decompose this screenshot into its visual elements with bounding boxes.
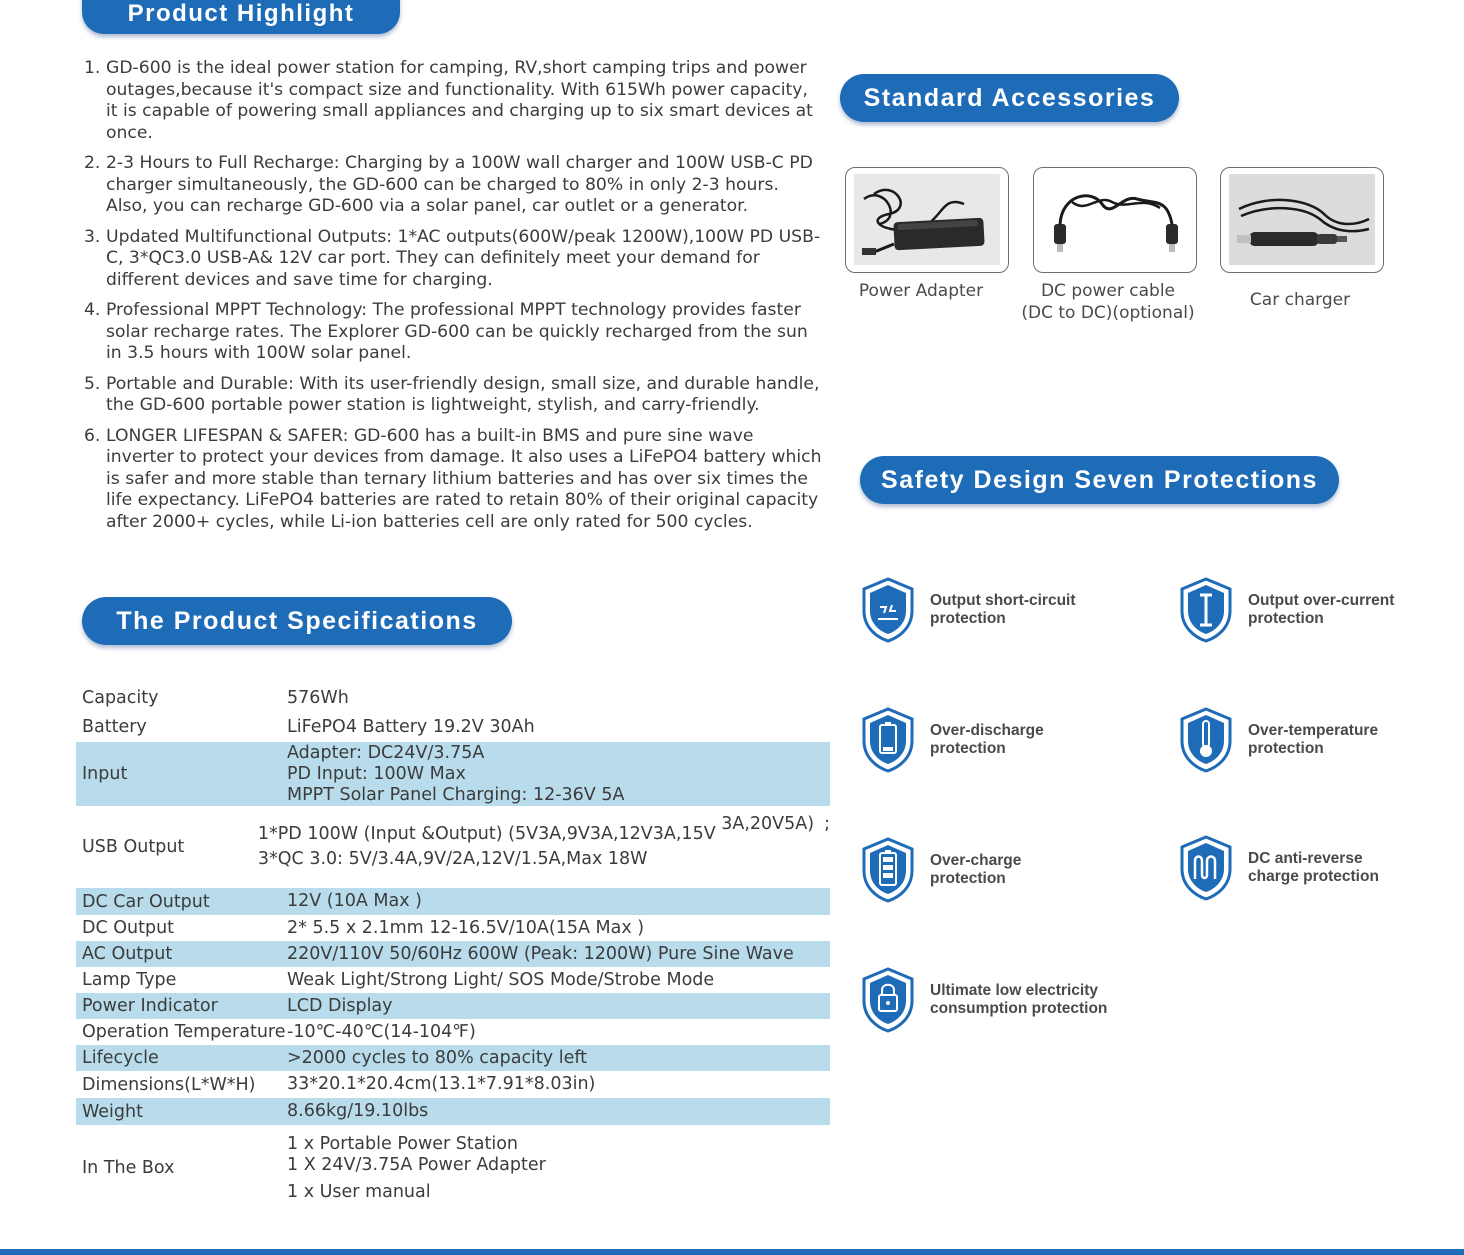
spec-value: 1 x Portable Power Station [287, 1133, 519, 1154]
highlight-item-4 [84, 300, 824, 365]
spec-label: Operation Temperature [82, 1022, 286, 1042]
spec-row-dc-car-output [76, 888, 830, 915]
spec-label: Weight [82, 1101, 143, 1122]
protection-title: Over-charge [930, 852, 1022, 869]
highlight-item-3 [84, 227, 824, 292]
dc-anti-reverse-shield-icon [1178, 835, 1234, 901]
highlight-text: GD-600 is the ideal power station for camping, RV,short camping trips and power outages,because it's compact size and functionality. With 615Wh power capacity, it is capable of powering small appliances and charging up to six smart devices at once. [106, 58, 813, 143]
protection-dc-anti-reverse [1178, 835, 1448, 901]
car-charger-card [1220, 167, 1384, 273]
highlight-number: 5. [84, 373, 101, 394]
over-discharge-shield-icon [860, 707, 916, 773]
over-current-shield-icon [1178, 577, 1234, 643]
spec-row-battery [76, 712, 830, 742]
bottom-accent-bar [0, 1249, 1464, 1255]
spec-value: 1*PD 100W (Input &Output) (5V3A,9V3A,12V3A,15V [257, 824, 716, 844]
protection-subtitle: protection [930, 740, 1006, 757]
protection-title: Over-discharge [930, 722, 1044, 739]
spec-value: 1 x User manual [287, 1181, 431, 1202]
protection-title: Over-temperature [1248, 722, 1379, 739]
spec-value: 576Wh [287, 687, 349, 708]
low-consumption-shield-icon [860, 967, 916, 1033]
power-adapter-label: Power Adapter [858, 281, 984, 301]
spec-value: 8.66kg/19.10lbs [287, 1101, 429, 1121]
power-adapter-image [854, 174, 1000, 265]
car-charger-label: Car charger [1249, 290, 1351, 310]
protection-over-discharge [860, 707, 1130, 773]
over-temperature-shield-icon [1178, 707, 1234, 773]
specifications-title: The Product Specifications [116, 606, 478, 635]
dc-power-cable-caption [1018, 280, 1198, 324]
spec-label: Power Indicator [82, 996, 218, 1016]
highlight-number: 1. [84, 58, 101, 78]
spec-value: PD Input: 100W Max [287, 763, 466, 784]
car-charger-image [1229, 174, 1375, 265]
spec-row-weight [76, 1098, 830, 1125]
spec-row-lamp-type [76, 967, 830, 993]
spec-row-ac-output [76, 941, 830, 967]
protection-title: Output over-current [1248, 592, 1395, 609]
highlight-text: Portable and Durable: With its user-friendly design, small size, and durable handle, the GD-600 portable power station is lightweight, stylish, and carry-friendly. [106, 373, 820, 415]
highlight-number: 6. [84, 425, 101, 446]
spec-label: Lifecycle [82, 1048, 159, 1068]
protection-title: Output short-circuit [930, 592, 1076, 609]
spec-value: 12V (10A Max ) [287, 891, 423, 911]
product-highlight-heading [82, 0, 400, 34]
highlight-item-1 [84, 58, 824, 144]
spec-value: LCD Display [287, 995, 393, 1016]
spec-row-power-indicator [76, 993, 830, 1019]
spec-label: USB Output [82, 837, 185, 857]
safety-protections-heading [860, 456, 1339, 504]
spec-label: Battery [82, 717, 147, 737]
spec-value: 2* 5.5 x 2.1mm 12-16.5V/10A(15A Max ) [287, 917, 645, 938]
spec-row-dimensions [76, 1071, 830, 1098]
protection-title: DC anti-reverse [1248, 850, 1363, 867]
highlight-text: Professional MPPT Technology: The professional MPPT technology provides faster solar recharge rates. The Explorer GD-600 can be quickly recharged from the sun in 3.5 hours with 100W solar panel. [106, 300, 808, 363]
spec-value: Adapter: DC24V/3.75A [287, 742, 485, 763]
protection-subtitle: protection [1248, 740, 1324, 757]
spec-value: >2000 cycles to 80% capacity left [287, 1047, 588, 1068]
spec-value: Weak Light/Strong Light/ SOS Mode/Strobe Mode [287, 969, 715, 990]
spec-label: DC Output [82, 918, 175, 938]
spec-label: Lamp Type [82, 970, 177, 990]
spec-row-dc-output [76, 915, 830, 941]
highlight-item-6 [84, 426, 824, 534]
spec-label: In The Box [82, 1158, 175, 1178]
spec-value: 1 X 24V/3.75A Power Adapter [287, 1154, 546, 1175]
highlight-item-2 [84, 153, 824, 218]
spec-row-capacity [76, 684, 830, 712]
protection-low-consumption [860, 967, 1170, 1033]
power-adapter-caption [846, 280, 996, 302]
highlight-number: 3. [84, 226, 101, 247]
spec-value: 220V/110V 50/60Hz 600W (Peak: 1200W) Pure Sine Wave [287, 943, 794, 964]
protection-over-current [1178, 577, 1448, 643]
spec-row-operation-temperature [76, 1019, 830, 1045]
dc-power-cable-label: DC power cable [1040, 281, 1176, 301]
spec-label: Input [82, 764, 128, 784]
specifications-table [76, 684, 830, 1211]
spec-label: Dimensions(L*W*H) [82, 1074, 256, 1095]
spec-row-input [76, 742, 830, 806]
power-adapter-card [845, 167, 1009, 273]
protection-subtitle: protection [930, 870, 1006, 887]
dc-power-cable-sublabel: (DC to DC)(optional) [1021, 303, 1195, 323]
spec-row-usb-output [76, 806, 830, 888]
product-highlight-title: Product Highlight [127, 0, 355, 27]
protection-title: Ultimate low electricity [930, 982, 1098, 999]
spec-value: -10℃-40℃(14-104℉) [287, 1021, 476, 1042]
spec-label: DC Car Output [82, 891, 210, 912]
safety-protections-title: Safety Design Seven Protections [881, 465, 1318, 494]
highlight-list [84, 58, 824, 542]
spec-value-superscript: 3A,20V5A) [721, 814, 815, 834]
highlight-number: 2. [84, 153, 101, 173]
dc-power-cable-card [1033, 167, 1197, 273]
protection-subtitle: protection [1248, 610, 1324, 627]
car-charger-caption [1230, 289, 1370, 311]
highlight-item-5 [84, 374, 824, 417]
highlight-text: 2-3 Hours to Full Recharge: Charging by a 100W wall charger and 100W USB-C PD charger simultaneously, the GD-600 can be charged to 80% in only 2-3 hours. Also, you can recharge GD-600 via a solar panel, car outlet or a generator. [106, 153, 813, 216]
spec-value-punctuation: ; [824, 814, 830, 834]
spec-value: 3*QC 3.0: 5V/3.4A,9V/2A,12V/1.5A,Max 18W [257, 849, 648, 869]
spec-value: MPPT Solar Panel Charging: 12-36V 5A [287, 784, 625, 805]
protection-over-charge [860, 837, 1130, 903]
standard-accessories-heading [840, 74, 1179, 122]
protection-subtitle: consumption protection [930, 1000, 1108, 1017]
spec-value: 33*20.1*20.4cm(13.1*7.91*8.03in) [287, 1074, 596, 1094]
spec-label: Capacity [82, 688, 159, 708]
standard-accessories-title: Standard Accessories [863, 83, 1156, 112]
protection-subtitle: charge protection [1248, 868, 1379, 885]
over-charge-shield-icon [860, 837, 916, 903]
spec-value-line [257, 814, 830, 845]
protection-over-temperature [1178, 707, 1448, 773]
spec-value: LiFePO4 Battery 19.2V 30Ah [287, 716, 535, 737]
short-circuit-shield-icon [860, 577, 916, 643]
protection-short-circuit [860, 577, 1130, 643]
specifications-heading [82, 597, 512, 645]
spec-row-in-the-box [76, 1125, 830, 1211]
protection-subtitle: protection [930, 610, 1006, 627]
dc-power-cable-image [1042, 174, 1188, 265]
highlight-text: Updated Multifunctional Outputs: 1*AC outputs(600W/peak 1200W),100W PD USB-C, 3*QC3.0 USB-A& 12V car port. They can definitely meet your demand for different devices and save time for charging. [106, 226, 821, 290]
spec-row-lifecycle [76, 1045, 830, 1071]
highlight-text: LONGER LIFESPAN & SAFER: GD-600 has a built-in BMS and pure sine wave inverter to protect your devices from damage. It also uses a LiFePO4 battery which is safer and more stable than ternary lithium batteries and has over six times the life expectancy. LiFePO4 batteries are rated to retain 80% of their original capacity after 2000+ cycles, while Li-ion batteries cell are only rated for 500 cycles. [106, 425, 822, 532]
highlight-number: 4. [84, 300, 101, 320]
spec-label: AC Output [82, 944, 173, 964]
